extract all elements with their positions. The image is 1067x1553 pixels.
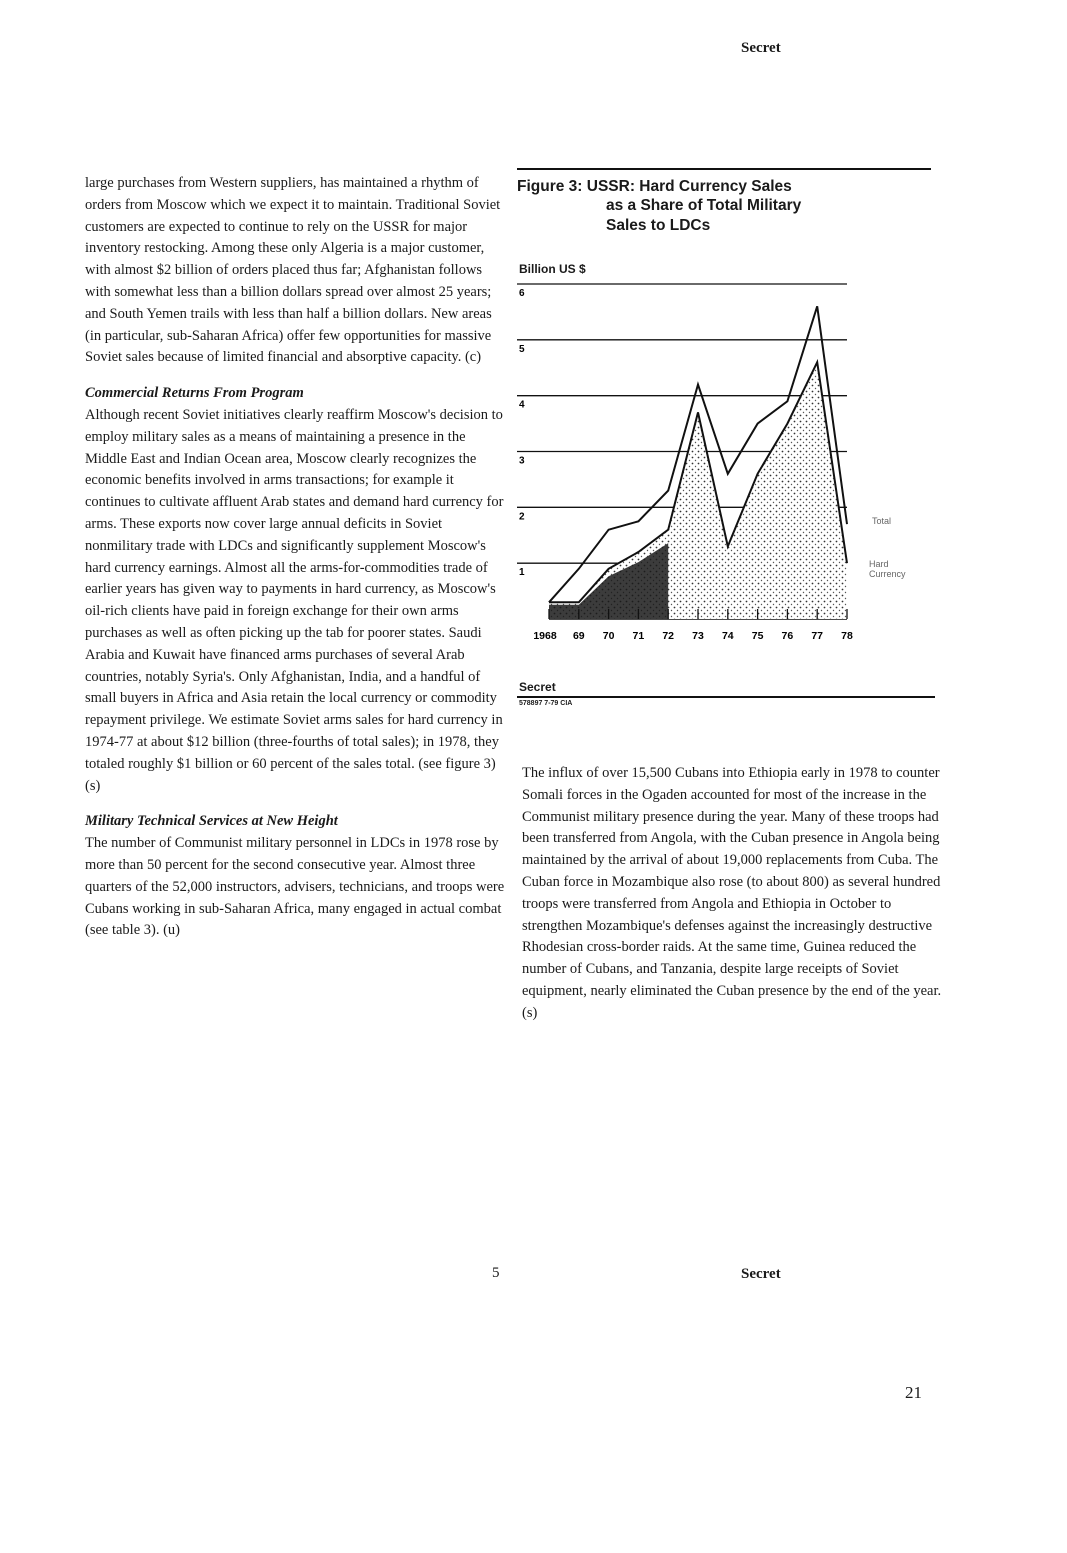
footer-classification: Secret [741,1266,781,1282]
xtick-label-70: 70 [602,630,615,642]
right-column [522,763,944,1025]
chart-ytick-labels [519,288,525,578]
figure-source-code: 578897 7-79 CIA [519,700,573,707]
figure-title-line1: Figure 3: USSR: Hard Currency Sales [517,178,792,195]
left-column [85,173,505,942]
legend-hard-currency [869,559,906,579]
figure-bottom-rule [517,696,935,698]
legend-hard-currency-line1: Hard [869,559,889,569]
figure-3 [517,168,937,713]
xtick-label-77: 77 [811,630,824,642]
xtick-label-75: 75 [751,630,764,642]
heading-military-technical-services: Military Technical Services at New Height [85,813,338,830]
xtick-label-72: 72 [662,630,675,642]
page-number: 5 [492,1265,500,1281]
ytick-label-4: 4 [519,399,525,411]
xtick-label-69: 69 [572,630,585,642]
chart-svg [517,276,937,656]
figure-title-line3: Sales to LDCs [606,217,711,234]
ytick-label-3: 3 [519,455,525,467]
chart-ylabel: Billion US $ [519,262,586,276]
paragraph-intro: large purchases from Western suppliers, has maintained a rhythm of orders from Moscow which we expect it to maintain. Traditional Soviet customers are expected to continue to rely on the USSR for major inventory restocking. Among these only Algeria is a major customer, with almost $2 billion of orders placed thus far; Afghanistan follows with somewhat less than a billion dollars spread over almost 25 years; and South Yemen trails with less than half a billion dollars. New areas (in particular, sub-Saharan Africa) offer few opportunities for massive Soviet sales because of limited financial and absorptive capacity. (c) [85,175,501,366]
chart-xtick-labels [533,630,853,642]
figure-classification: Secret [519,680,556,694]
xtick-label-74: 74 [721,630,734,642]
figure-top-rule [517,168,931,170]
ytick-label-6: 6 [519,288,525,299]
ytick-label-5: 5 [519,343,525,355]
legend-total: Total [872,516,892,526]
paragraph-military-technical-services: The number of Communist military personnel in LDCs in 1978 rose by more than 50 percent for the second consecutive year. Almost three quarters of the 52,000 instructors, advisers, technicians, and troops were Cubans working in sub-Saharan Africa, many engaged in actual combat (see table 3). (u) [85,835,505,939]
xtick-label-76: 76 [781,630,794,642]
hard-currency-area [549,362,847,619]
ytick-label-2: 2 [519,511,525,523]
sheet-number: 21 [905,1383,922,1402]
heading-commercial-returns: Commercial Returns From Program [85,385,304,402]
xtick-label-71: 71 [632,630,645,642]
ytick-label-1: 1 [519,567,525,579]
paragraph-commercial-returns: Although recent Soviet initiatives clearly reaffirm Moscow's decision to employ military sales as a means of maintaining a presence in the Middle East and Indian Ocean area, Moscow clearly recognizes the economic benefits involved in arms transactions; for example it continues to cultivate affluent Arab states and demand hard currency for arms. These exports now cover large annual deficits in Soviet nonmilitary trade with LDCs and significantly supplement Moscow's hard currency earnings. Almost all the arms-for-commodities trade of earlier years has given way to payments in hard currency, as Moscow's oil-rich clients have paid in foreign exchange for their own arms purchases as well as often picking up the tab for poorer states. Saudi Arabia and Kuwait have financed arms purchases of several Arab countries, notably Syria's. Only Afghanistan, India, and a handful of small buyers in Africa and Asia retain the local currency or commodity repayment privilege. We estimate Soviet arms sales for hard currency in 1974-77 at about $12 billion (three-fourths of total sales); in 1978, they totaled roughly $1 billion or 60 percent of the sales total. (see figure 3) (s) [85,406,504,794]
header-classification: Secret [741,40,781,56]
xtick-label-73: 73 [692,630,704,642]
figure-title-line2: as a Share of Total Military [606,197,802,214]
xtick-label-1968: 1968 [533,630,557,642]
xtick-label-78: 78 [841,630,853,642]
paragraph-cubans-ethiopia: The influx of over 15,500 Cubans into Ethiopia early in 1978 to counter Somali forces in the Ogaden accounted for most of the increase in the Communist military presence during the year. Many of these troops had been transferred from Angola, with the Cuban presence in Angola being maintained by the arrival of about 19,000 replacements from Cuba. The Cuban force in Mozambique also rose (to about 800) as several hundred troops were transferred from Angola and Ethiopia in October to strengthen Mozambique's defenses against the increasingly destructive Rhodesian cross-border raids. At the same time, Guinea reduced the number of Cubans, and Tanzania, despite large receipts of Soviet equipment, nearly eliminated the Cuban presence by the end of the year. (s) [522,765,942,1021]
legend-hard-currency-line2: Currency [869,569,906,579]
